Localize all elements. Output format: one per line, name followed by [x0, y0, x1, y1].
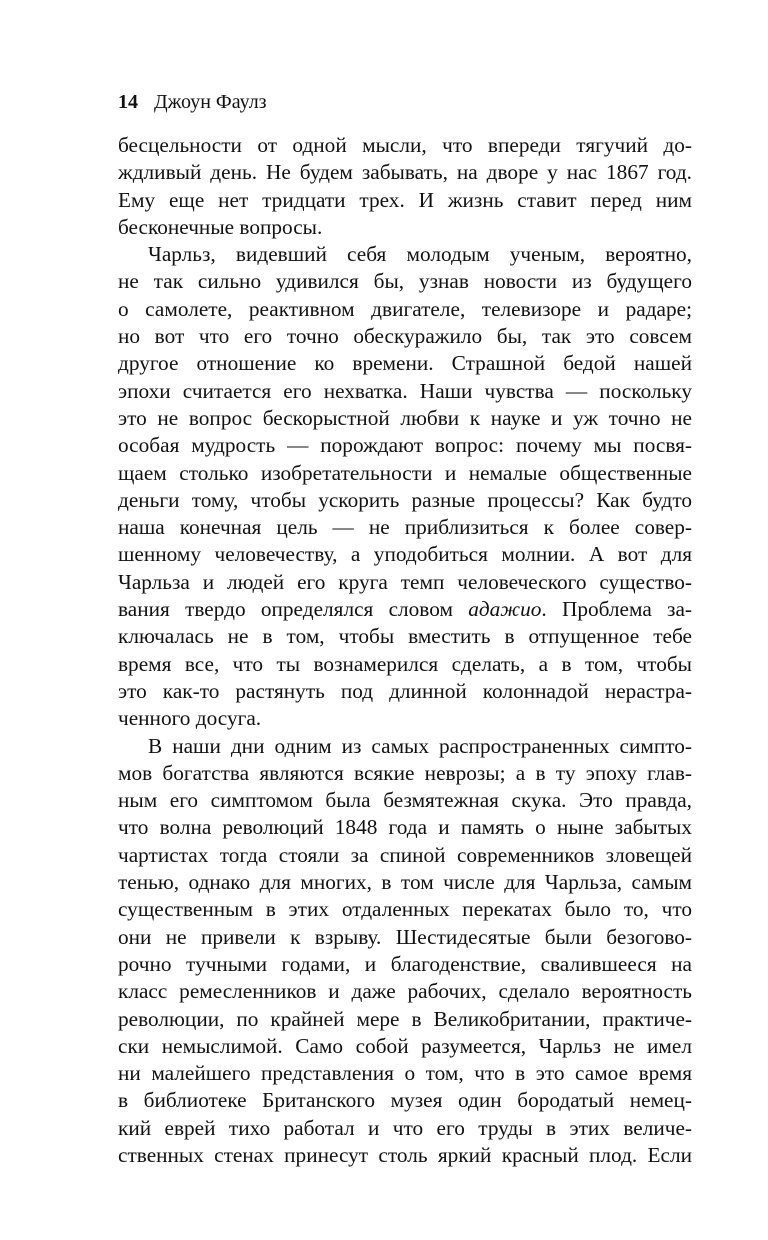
text-line-with-italic	[118, 596, 692, 623]
text-line: что волна революций 1848 года и память о ныне забытых	[118, 815, 692, 840]
paragraph-1	[118, 132, 692, 241]
text-fragment: вания твердо определялся словом	[118, 597, 469, 622]
running-title: Джоун Фаулз	[154, 91, 267, 113]
text-line: бесконечные вопросы.	[118, 214, 323, 239]
text-line: Чарльза и людей его круга темп человеческого существо-	[118, 569, 692, 594]
text-line: Чарльз, видевший себя молодым ученым, вероятно,	[148, 242, 692, 267]
text-line: другое отношение ко времени. Страшной бедой нашей	[118, 351, 692, 376]
text-line: в библиотеке Британского музея один бородатый немец-	[118, 1088, 692, 1113]
text-line: деньги тому, чтобы ускорить разные процессы? Как будто	[118, 487, 692, 512]
paragraph-3	[118, 733, 692, 1170]
text-line: мов богатства являются всякие неврозы; а в ту эпоху глав-	[118, 760, 692, 785]
text-line: эпохи считается его нехватка. Наши чувства — поскольку	[118, 378, 692, 403]
text-line: ченного досуга.	[118, 706, 262, 731]
text-line: Ему еще нет тридцати трех. И жизнь ставит перед ним	[118, 187, 692, 212]
text-line: ждливый день. Не будем забывать, на дворе у нас 1867 год.	[118, 160, 692, 185]
book-page	[118, 88, 692, 1169]
running-header	[118, 88, 692, 116]
page-number: 14	[118, 91, 138, 113]
text-line: о самолете, реактивном двигателе, телевизоре и радаре;	[118, 296, 692, 321]
text-line: это не вопрос бескорыстной любви к науке и уж точно не	[118, 405, 692, 430]
text-line: это как-то растянуть под длинной колоннадой нерастра-	[118, 678, 692, 703]
paragraph-2	[118, 241, 692, 732]
body-text	[118, 132, 692, 1169]
text-line: щаем столько изобретательности и немалые общественные	[118, 460, 692, 485]
text-line: они не привели к взрыву. Шестидесятые были безогово-	[118, 924, 692, 949]
text-line: ственных стенах принесут столь яркий красный плод. Если	[118, 1142, 692, 1167]
text-line: рочно тучными годами, и благоденствие, свалившееся на	[118, 951, 692, 976]
text-line: ни малейшего представления о том, что в это самое время	[118, 1061, 692, 1086]
text-line: кий еврей тихо работал и что его труды в этих величе-	[118, 1115, 692, 1140]
text-line: чартистах тогда стояли за спиной современников зловещей	[118, 842, 692, 867]
text-line: но вот что его точно обескуражило бы, так это совсем	[118, 324, 692, 349]
italic-term: адажио	[468, 597, 542, 622]
text-line: ным его симптомом была безмятежная скука. Это правда,	[118, 788, 692, 813]
text-line: тенью, однако для многих, в том числе для Чарльза, самым	[118, 870, 692, 895]
text-line: В наши дни одним из самых распространенных симпто-	[148, 733, 692, 758]
text-line: ски немыслимой. Само собой разумеется, Чарльз не имел	[118, 1033, 692, 1058]
text-line: время все, что ты вознамерился сделать, а в том, чтобы	[118, 651, 692, 676]
text-line: наша конечная цель — не приблизиться к более совер-	[118, 515, 692, 540]
text-line: шенному человечеству, а уподобиться молнии. А вот для	[118, 542, 692, 567]
text-line: бесцельности от одной мысли, что впереди тягучий до-	[118, 133, 692, 157]
text-line: революции, по крайней мере в Великобритании, практиче-	[118, 1006, 692, 1031]
text-line: класс ремесленников и даже рабочих, сделало вероятность	[118, 979, 692, 1004]
text-line: ключалась не в том, чтобы вместить в отпущенное тебе	[118, 624, 692, 649]
text-line: не так сильно удивился бы, узнав новости из будущего	[118, 269, 692, 294]
text-fragment: . Проблема за-	[541, 597, 693, 622]
text-line: особая мудрость — порождают вопрос: почему мы посвя-	[118, 433, 692, 458]
text-line: существенным в этих отдаленных перекатах было то, что	[118, 897, 692, 922]
